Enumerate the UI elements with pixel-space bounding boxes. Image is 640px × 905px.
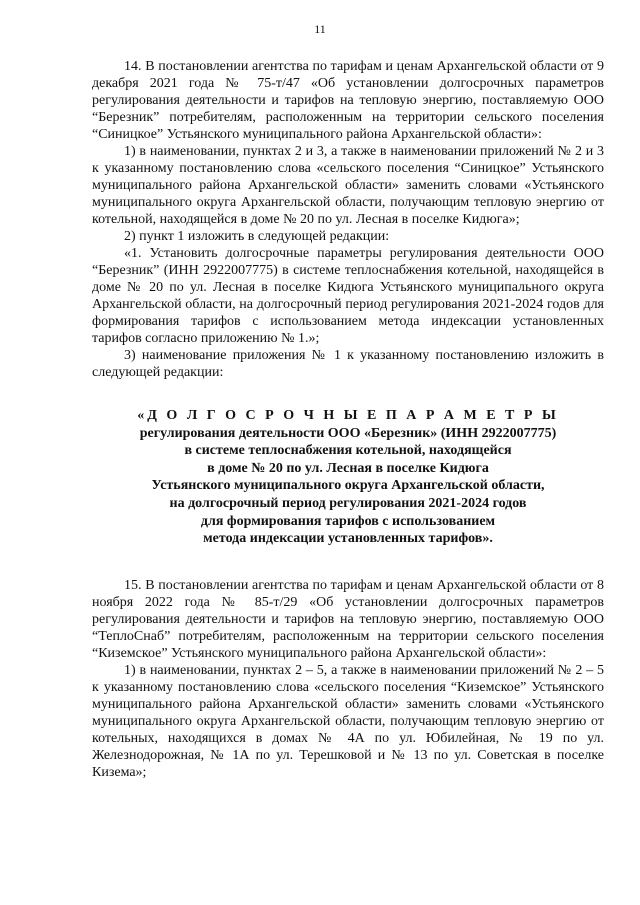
heading-line-8: метода индексации установленных тарифов». [203,531,493,547]
section-14-item-2: 2) пункт 1 изложить в следующей редакции: [124,229,390,244]
heading-line-7: для формирования тарифов с использованием [200,513,496,529]
heading-line-3: в системе теплоснабжения котельной, находящейся [184,443,512,459]
heading-line-2: регулирования деятельности ООО «Березник» (ИНН 2922007775) [139,425,557,441]
heading-line-5: Устьянского муниципального округа Архангельской области, [151,478,545,494]
heading-line-6: на долгосрочный период регулирования 2021-2024 годов [169,495,527,511]
section-15-item-1: 1) в наименовании, пунктах 2 – 5, а также в наименовании приложений № 2 – 5 к указанному постановлению слова «сельского поселения “Киземское” Устьянского муниципального района Архангельской области» заменить словами «Устьянского муниципального округа Архангельской области, получающим тепловую энергию от котельных, находящихся в домах № 4А по ул. Юбилейная, № 19 по ул. Железнодорожная, № 1А по ул. Терешковой и № 13 по ул. Советская в поселке Кизема»; [92,662,604,780]
section-14-item-1: 1) в наименовании, пунктах 2 и 3, а также в наименовании приложений № 2 и 3 к указанному постановлению слова «сельского поселения “Синицкое” Устьянского муниципального района Архангельской области» заменить словами «Устьянского муниципального округа Архангельской области, получающим тепловую энергию от котельной, находящейся в доме № 20 по ул. Лесная в поселке Кидюга»; [92,144,604,227]
section-14-intro: 14. В постановлении агентства по тарифам и ценам Архангельской области от 9 декабря 2021 года № 75-т/47 «Об установлении долгосрочных параметров регулирования деятельности и тарифов на тепловую энергию, поставляемую ООО “Березник” потребителям, расположенным на территории сельского поселения “Синицкое” Устьянского муниципального района Архангельской области»: [92,59,604,142]
section-14-item-3: 3) наименование приложения № 1 к указанному постановлению изложить в следующей редакции: [92,348,604,380]
section-14-item-2-text: «1. Установить долгосрочные параметры регулирования деятельности ООО “Березник” (ИНН 2922007775) в системе теплоснабжения котельной, находящейся в доме № 20 по ул. Лесная в поселке Кидюга Устьянского муниципального округа Архангельской области, на долгосрочный период регулирования 2021-2024 годов для формирования тарифов с использованием метода индексации установленных тарифов согласно приложению № 1.»; [92,246,604,346]
appendix-heading [92,407,604,548]
section-15-intro: 15. В постановлении агентства по тарифам и ценам Архангельской области от 8 ноября 2022 года № 85-т/29 «Об установлении долгосрочных параметров регулирования деятельности и тарифов на тепловую энергию, поставляемую ООО “ТеплоСнаб” потребителям, расположенным на территории сельского поселения “Киземское” Устьянского муниципального района Архангельской области»: [92,577,604,661]
heading-line-4: в доме № 20 по ул. Лесная в поселке Кидюга [207,460,489,476]
heading-line-1: «Д О Л Г О С Р О Ч Н Ы Е П А Р А М Е Т Р Ы [137,408,559,423]
document-body [92,58,604,781]
page-number: 11 [314,22,326,36]
